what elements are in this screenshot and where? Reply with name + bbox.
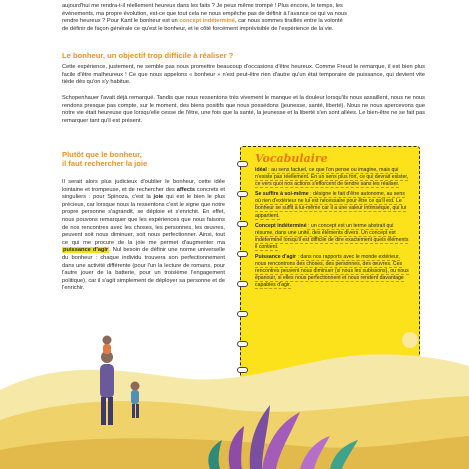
vocab-entry — [255, 254, 411, 289]
section1-para2-text: Schopenhauer l'avait déjà remarqué. Tandis que nous ressentons très vivement le manque et la douleur lorsqu'ils nous assaillent, nous ne nous rendons presque pas compte, sur le moment, des biens positifs que nous possédons (jeunesse, santé, liberté). Nous ne nous apercevons que notre vie était heureuse que lorsqu'elle cesse de l'être, une fois que la santé, la jeunesse et la liberté s'en sont allées. Le bien-être ne se fait pas remarquer tant qu'il est présent. — [62, 95, 425, 124]
spiral-ring-icon — [237, 191, 248, 197]
vocab-definition: : dans nos rapports avec le monde extérieur, nous rencontrons des choses, des personnes, des œuvres. Ces rencontres peuvent nous diminuer (si nous les subissons), ou nous épanouir, si elles nous perfectionnent et nous rendent davantage capables d'agir. — [255, 254, 409, 289]
section2-heading-line-2: il faut rechercher la joie — [62, 159, 148, 168]
vocab-definition: : au sens factuel, ce que l'on pense ou imagine, mais qui n'existe pas réellement. En un sens plus fort, ce qui devrait exister, ce vers quoi nos actions s'efforcent de tendre sans les réaliser. — [255, 167, 409, 188]
vocab-entry — [255, 191, 411, 219]
intro-paragraph — [62, 3, 425, 33]
vocabulary-entries — [255, 167, 411, 293]
intro-line-3-b: , car nous sommes tiraillés entre la volonté — [234, 18, 343, 25]
affects-term: affects — [176, 186, 196, 193]
section1-heading: Le bonheur, un objectif trop difficile à réaliser ? — [62, 51, 234, 60]
section2-text-d: . Nul besoin de définir une norme universelle du bonheur : chaque individu trouvera son perfectionnement dans une activité différente (pour l'un la lecture de romans, pour l'autre jouer de la batterie, pour un troisième l'engagement politique), car il s'agit simplement de déployer sa personne et de l'enrichir. — [62, 247, 225, 292]
spiral-ring-icon — [237, 281, 248, 287]
spiral-ring-icon — [237, 251, 248, 257]
sun-icon — [402, 332, 418, 348]
vocab-definition: : un concept est un terme abstrait qui résume, dans une unité, des éléments divers. Un concept est indéterminé lorsqu'il est difficile de dire exactement quels éléments il contient. — [255, 222, 409, 250]
section2-text-b: concrets et singuliers : pour Spinoza, c'est la — [62, 186, 225, 201]
vocab-term: Puissance d'agir — [255, 254, 297, 261]
section1-paragraph-2 — [62, 95, 425, 125]
section2-heading-line-1: Plutôt que le bonheur, — [62, 150, 142, 159]
vocab-entry — [255, 223, 411, 251]
intro-line-3 — [62, 18, 425, 26]
puissance-agir-highlight: puissance d'agir — [63, 247, 109, 254]
section2-paragraph — [62, 179, 225, 293]
joie-term: joie — [153, 194, 164, 201]
child-on-shoulders-figure — [103, 336, 112, 355]
landscape-illustration — [0, 300, 469, 469]
spiral-ring-icon — [237, 161, 248, 167]
intro-line-3-a: rendre heureux ? Pour Kant le bonheur est un — [62, 18, 180, 25]
concept-indetermine-highlight: concept indéterminé — [179, 18, 235, 25]
vocab-term: idéal — [255, 167, 267, 173]
vocab-definition: : désigne le fait d'être autonome, au sens où rien d'extérieur ne lui est nécessaire pour être ce qu'il est. Le bonheur se suffit à lui-même car il a une valeur intrinsèque, qui lui appartient. — [255, 191, 406, 219]
intro-line-2: événements, ma propre évolution, est-ce que tout cela ne nous empêche pas de définir à l'avance ce qui va nous — [62, 10, 348, 17]
vocab-term: Se suffire à soi-même — [255, 191, 309, 198]
spiral-ring-icon — [237, 221, 248, 227]
vocabulary-title: Vocabulaire — [255, 152, 328, 165]
vocab-term: Concept indéterminé — [255, 222, 307, 229]
section2-heading — [62, 150, 147, 168]
section2-text-c: qui est le bien le plus précieux, car lorsque nous la ressentons c'est le signe que notre propre personne s'agrandit, se déploie et s'enrichit. En effet, nous pouvons remarquer que les expériences que nous faisons de nos rencontres avec les choses, les personnes, les œuvres, peuvent soit nous diminuer, soit nous perfectionner. Ainsi, tout ce qui me procure de la joie me permet d'augmenter ma — [62, 194, 225, 246]
section1-paragraph-1 — [62, 64, 425, 87]
vocab-entry — [255, 167, 411, 188]
section1-para1-text: Cette expérience, justement, ne semble pas nous promettre beaucoup d'occasions d'être heureux. Comme Freud le remarque, il est bien plus facile d'être malheureux ! Ce que nous appelons « bonheur » n'est peut-être rien d'autre qu'un état temporaire de puissance, qui devient vite tiède dès qu'on s'y habitue. — [62, 64, 425, 86]
section2-text-a: Il serait alors plus judicieux d'oublier le bonheur, cette idée lointaine et trompeuse, et de rechercher des — [62, 179, 225, 193]
intro-line-1: aujourd'hui me rendra-t-il réellement heureux dans les faits ? Je peux même trompé ! Plus encore, le temps, les — [62, 3, 343, 9]
intro-line-4: de définir de façon générale ce qu'est le bonheur, et le côté forcément imprévisible de l'expérience de la vie. — [62, 25, 334, 32]
